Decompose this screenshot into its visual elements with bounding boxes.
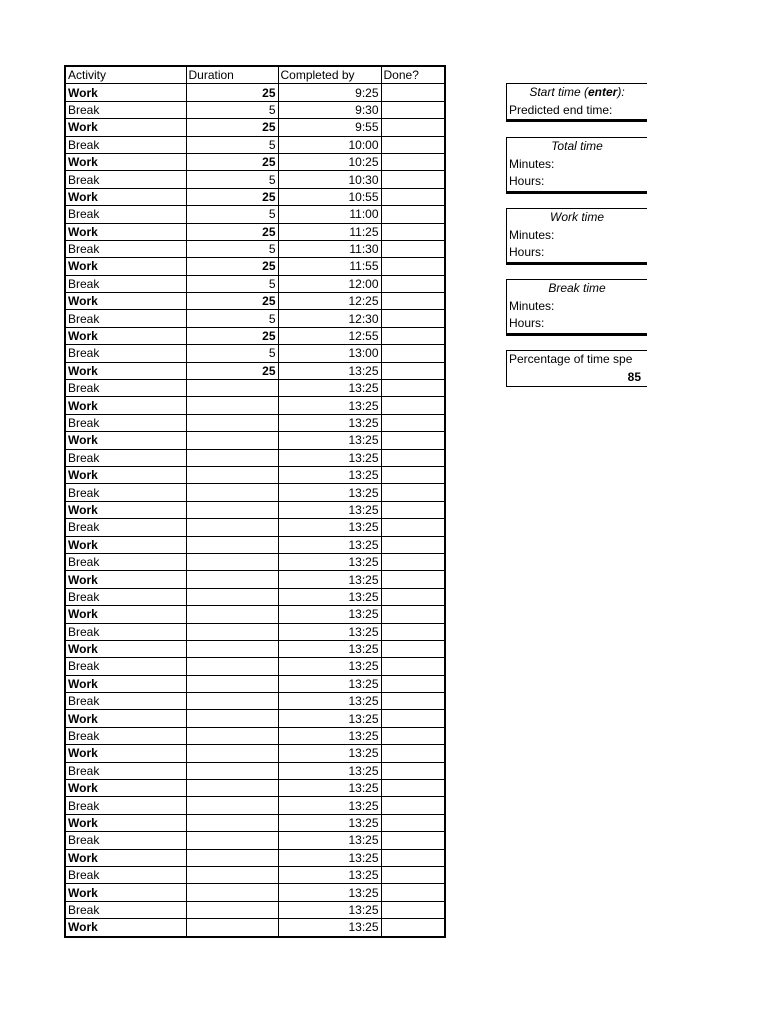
table-row <box>65 780 445 797</box>
completed-by-cell[interactable]: 11:30 <box>278 240 381 257</box>
activity-cell[interactable]: Break <box>65 762 186 779</box>
table-row <box>65 153 445 170</box>
total-time-box <box>506 137 647 194</box>
done-cell[interactable] <box>381 188 445 205</box>
duration-cell[interactable] <box>186 414 278 431</box>
percentage-label: Percentage of time spe <box>509 352 633 366</box>
duration-cell[interactable] <box>186 693 278 710</box>
completed-by-cell[interactable]: 13:25 <box>278 884 381 901</box>
table-row <box>65 675 445 692</box>
activity-cell[interactable]: Break <box>65 901 186 918</box>
done-cell[interactable] <box>381 153 445 170</box>
duration-cell[interactable] <box>186 623 278 640</box>
table-row <box>65 745 445 762</box>
done-cell[interactable] <box>381 345 445 362</box>
activity-cell[interactable]: Work <box>65 223 186 240</box>
done-cell[interactable] <box>381 884 445 901</box>
done-cell[interactable] <box>381 414 445 431</box>
activity-cell[interactable]: Work <box>65 397 186 414</box>
completed-by-cell[interactable]: 13:25 <box>278 432 381 449</box>
table-row <box>65 101 445 118</box>
duration-cell[interactable] <box>186 380 278 397</box>
done-cell[interactable] <box>381 536 445 553</box>
duration-cell[interactable] <box>186 780 278 797</box>
completed-by-cell[interactable]: 13:25 <box>278 380 381 397</box>
completed-by-cell[interactable]: 13:25 <box>278 762 381 779</box>
done-cell[interactable] <box>381 84 445 101</box>
duration-cell[interactable] <box>186 466 278 483</box>
activity-cell[interactable]: Work <box>65 501 186 518</box>
duration-cell[interactable] <box>186 762 278 779</box>
break-time-box <box>506 279 647 336</box>
duration-cell[interactable] <box>186 640 278 657</box>
header-activity[interactable]: Activity <box>65 66 186 84</box>
done-cell[interactable] <box>381 849 445 866</box>
done-cell[interactable] <box>381 119 445 136</box>
table-row <box>65 136 445 153</box>
activity-cell[interactable]: Break <box>65 449 186 466</box>
duration-cell[interactable] <box>186 797 278 814</box>
table-row <box>65 814 445 831</box>
activity-cell[interactable]: Break <box>65 727 186 744</box>
break-time-title: Break time <box>548 281 606 295</box>
done-cell[interactable] <box>381 919 445 937</box>
duration-cell[interactable] <box>186 588 278 605</box>
activity-cell[interactable]: Work <box>65 258 186 275</box>
break-hours-label: Hours: <box>509 316 545 331</box>
completed-by-cell[interactable]: 13:00 <box>278 345 381 362</box>
duration-cell[interactable] <box>186 658 278 675</box>
duration-cell[interactable] <box>186 432 278 449</box>
done-cell[interactable] <box>381 710 445 727</box>
table-row <box>65 310 445 327</box>
duration-cell[interactable]: 25 <box>186 327 278 344</box>
completed-by-cell[interactable]: 13:25 <box>278 588 381 605</box>
duration-cell[interactable] <box>186 571 278 588</box>
table-row <box>65 693 445 710</box>
table-row <box>65 293 445 310</box>
duration-cell[interactable]: 25 <box>186 153 278 170</box>
done-cell[interactable] <box>381 519 445 536</box>
done-cell[interactable] <box>381 623 445 640</box>
table-row <box>65 362 445 379</box>
done-cell[interactable] <box>381 275 445 292</box>
done-cell[interactable] <box>381 223 445 240</box>
done-cell[interactable] <box>381 901 445 918</box>
activity-cell[interactable]: Work <box>65 327 186 344</box>
duration-cell[interactable] <box>186 710 278 727</box>
activity-cell[interactable]: Work <box>65 606 186 623</box>
activity-cell[interactable]: Break <box>65 380 186 397</box>
completed-by-cell[interactable]: 13:25 <box>278 553 381 570</box>
activity-cell[interactable]: Work <box>65 188 186 205</box>
completed-by-cell[interactable]: 13:25 <box>278 449 381 466</box>
completed-by-cell[interactable]: 13:25 <box>278 710 381 727</box>
done-cell[interactable] <box>381 727 445 744</box>
duration-cell[interactable]: 5 <box>186 206 278 223</box>
table-row <box>65 171 445 188</box>
activity-cell[interactable]: Break <box>65 588 186 605</box>
done-cell[interactable] <box>381 240 445 257</box>
table-row <box>65 832 445 849</box>
activity-cell[interactable]: Break <box>65 345 186 362</box>
duration-cell[interactable] <box>186 536 278 553</box>
completed-by-cell[interactable]: 13:25 <box>278 832 381 849</box>
activity-cell[interactable]: Break <box>65 866 186 883</box>
table-row <box>65 327 445 344</box>
table-row <box>65 710 445 727</box>
done-cell[interactable] <box>381 466 445 483</box>
table-row <box>65 727 445 744</box>
completed-by-cell[interactable]: 13:25 <box>278 814 381 831</box>
activity-cell[interactable]: Work <box>65 780 186 797</box>
total-hours-label: Hours: <box>509 174 545 189</box>
table-row <box>65 623 445 640</box>
table-row <box>65 658 445 675</box>
start-time-box <box>506 83 647 122</box>
done-cell[interactable] <box>381 136 445 153</box>
table-row <box>65 345 445 362</box>
percentage-value: 85 <box>627 369 641 384</box>
table-row <box>65 762 445 779</box>
done-cell[interactable] <box>381 258 445 275</box>
activity-cell[interactable]: Work <box>65 640 186 657</box>
completed-by-cell[interactable]: 13:25 <box>278 536 381 553</box>
duration-cell[interactable]: 25 <box>186 362 278 379</box>
done-cell[interactable] <box>381 606 445 623</box>
completed-by-cell[interactable]: 13:25 <box>278 571 381 588</box>
activity-cell[interactable]: Work <box>65 849 186 866</box>
done-cell[interactable] <box>381 588 445 605</box>
activity-cell[interactable]: Work <box>65 571 186 588</box>
total-minutes-label: Minutes: <box>509 156 555 171</box>
activity-cell[interactable]: Work <box>65 710 186 727</box>
duration-cell[interactable] <box>186 397 278 414</box>
done-cell[interactable] <box>381 397 445 414</box>
table-row <box>65 640 445 657</box>
completed-by-cell[interactable]: 9:55 <box>278 119 381 136</box>
completed-by-cell[interactable]: 13:25 <box>278 727 381 744</box>
completed-by-cell[interactable]: 13:25 <box>278 501 381 518</box>
activity-cell[interactable]: Break <box>65 519 186 536</box>
done-cell[interactable] <box>381 866 445 883</box>
done-cell[interactable] <box>381 362 445 379</box>
percentage-box <box>506 350 647 387</box>
completed-by-cell[interactable]: 13:25 <box>278 658 381 675</box>
completed-by-cell[interactable]: 11:55 <box>278 258 381 275</box>
duration-cell[interactable]: 5 <box>186 171 278 188</box>
duration-cell[interactable]: 25 <box>186 119 278 136</box>
completed-by-cell[interactable]: 13:25 <box>278 414 381 431</box>
activity-cell[interactable]: Work <box>65 536 186 553</box>
activity-cell[interactable]: Break <box>65 623 186 640</box>
start-time-label: Start time (enter): <box>529 85 625 99</box>
activity-cell[interactable]: Break <box>65 484 186 501</box>
table-row <box>65 536 445 553</box>
completed-by-cell[interactable]: 10:00 <box>278 136 381 153</box>
completed-by-cell[interactable]: 11:00 <box>278 206 381 223</box>
duration-cell[interactable]: 5 <box>186 101 278 118</box>
duration-cell[interactable] <box>186 501 278 518</box>
activity-cell[interactable]: Work <box>65 745 186 762</box>
completed-by-cell[interactable]: 13:25 <box>278 745 381 762</box>
done-cell[interactable] <box>381 449 445 466</box>
duration-cell[interactable]: 25 <box>186 293 278 310</box>
activity-cell[interactable]: Work <box>65 919 186 937</box>
done-cell[interactable] <box>381 571 445 588</box>
done-cell[interactable] <box>381 797 445 814</box>
duration-cell[interactable]: 25 <box>186 223 278 240</box>
done-cell[interactable] <box>381 501 445 518</box>
done-cell[interactable] <box>381 293 445 310</box>
activity-cell[interactable]: Break <box>65 832 186 849</box>
table-row <box>65 519 445 536</box>
table-row <box>65 606 445 623</box>
completed-by-cell[interactable]: 10:25 <box>278 153 381 170</box>
completed-by-cell[interactable]: 13:25 <box>278 623 381 640</box>
activity-cell[interactable]: Break <box>65 414 186 431</box>
done-cell[interactable] <box>381 101 445 118</box>
duration-cell[interactable] <box>186 884 278 901</box>
activity-cell[interactable]: Work <box>65 293 186 310</box>
completed-by-cell[interactable]: 13:25 <box>278 519 381 536</box>
completed-by-cell[interactable]: 12:25 <box>278 293 381 310</box>
duration-cell[interactable] <box>186 919 278 937</box>
duration-cell[interactable]: 25 <box>186 84 278 101</box>
table-row <box>65 380 445 397</box>
activity-cell[interactable]: Break <box>65 206 186 223</box>
predicted-end-label: Predicted end time: <box>509 102 613 117</box>
activity-cell[interactable]: Work <box>65 466 186 483</box>
table-row <box>65 849 445 866</box>
completed-by-cell[interactable]: 13:25 <box>278 849 381 866</box>
table-row <box>65 119 445 136</box>
done-cell[interactable] <box>381 832 445 849</box>
table-row <box>65 884 445 901</box>
table-row <box>65 223 445 240</box>
activity-cell[interactable]: Break <box>65 693 186 710</box>
completed-by-cell[interactable]: 13:25 <box>278 866 381 883</box>
done-cell[interactable] <box>381 640 445 657</box>
table-row <box>65 571 445 588</box>
activity-cell[interactable]: Break <box>65 658 186 675</box>
table-row <box>65 901 445 918</box>
activity-cell[interactable]: Break <box>65 240 186 257</box>
activity-cell[interactable]: Work <box>65 153 186 170</box>
completed-by-cell[interactable]: 13:25 <box>278 919 381 937</box>
duration-cell[interactable] <box>186 814 278 831</box>
table-row <box>65 84 445 101</box>
duration-cell[interactable] <box>186 849 278 866</box>
activity-cell[interactable]: Work <box>65 675 186 692</box>
table-row <box>65 188 445 205</box>
header-completed-by[interactable]: Completed by <box>278 66 381 84</box>
table-row <box>65 206 445 223</box>
duration-cell[interactable] <box>186 519 278 536</box>
completed-by-cell[interactable]: 13:25 <box>278 640 381 657</box>
work-time-title: Work time <box>550 210 604 224</box>
activity-cell[interactable]: Work <box>65 119 186 136</box>
done-cell[interactable] <box>381 693 445 710</box>
done-cell[interactable] <box>381 745 445 762</box>
table-row <box>65 466 445 483</box>
completed-by-cell[interactable]: 13:25 <box>278 484 381 501</box>
duration-cell[interactable] <box>186 675 278 692</box>
activity-cell[interactable]: Work <box>65 432 186 449</box>
activity-cell[interactable]: Break <box>65 136 186 153</box>
table-row <box>65 919 445 937</box>
work-minutes-label: Minutes: <box>509 227 555 242</box>
duration-cell[interactable] <box>186 745 278 762</box>
duration-cell[interactable] <box>186 727 278 744</box>
done-cell[interactable] <box>381 762 445 779</box>
header-duration[interactable]: Duration <box>186 66 278 84</box>
completed-by-cell[interactable]: 12:55 <box>278 327 381 344</box>
completed-by-cell[interactable]: 13:25 <box>278 466 381 483</box>
completed-by-cell[interactable]: 9:30 <box>278 101 381 118</box>
completed-by-cell[interactable]: 10:30 <box>278 171 381 188</box>
table-row <box>65 432 445 449</box>
completed-by-cell[interactable]: 10:55 <box>278 188 381 205</box>
done-cell[interactable] <box>381 432 445 449</box>
duration-cell[interactable]: 5 <box>186 310 278 327</box>
header-row <box>65 66 445 84</box>
duration-cell[interactable] <box>186 901 278 918</box>
duration-cell[interactable]: 5 <box>186 275 278 292</box>
done-cell[interactable] <box>381 658 445 675</box>
table-row <box>65 553 445 570</box>
done-cell[interactable] <box>381 675 445 692</box>
table-row <box>65 449 445 466</box>
duration-cell[interactable]: 5 <box>186 136 278 153</box>
activity-cell[interactable]: Break <box>65 553 186 570</box>
activity-cell[interactable]: Break <box>65 275 186 292</box>
done-cell[interactable] <box>381 171 445 188</box>
duration-cell[interactable] <box>186 832 278 849</box>
activity-cell[interactable]: Break <box>65 310 186 327</box>
done-cell[interactable] <box>381 380 445 397</box>
table-row <box>65 501 445 518</box>
done-cell[interactable] <box>381 310 445 327</box>
work-hours-label: Hours: <box>509 245 545 260</box>
table-row <box>65 414 445 431</box>
duration-cell[interactable]: 5 <box>186 240 278 257</box>
completed-by-cell[interactable]: 13:25 <box>278 675 381 692</box>
completed-by-cell[interactable]: 13:25 <box>278 780 381 797</box>
duration-cell[interactable] <box>186 866 278 883</box>
done-cell[interactable] <box>381 553 445 570</box>
done-cell[interactable] <box>381 780 445 797</box>
completed-by-cell[interactable]: 13:25 <box>278 397 381 414</box>
activity-cell[interactable]: Break <box>65 101 186 118</box>
duration-cell[interactable]: 5 <box>186 345 278 362</box>
completed-by-cell[interactable]: 12:00 <box>278 275 381 292</box>
done-cell[interactable] <box>381 327 445 344</box>
table-row <box>65 397 445 414</box>
schedule-table <box>64 65 446 938</box>
completed-by-cell[interactable]: 13:25 <box>278 606 381 623</box>
duration-cell[interactable] <box>186 484 278 501</box>
table-row <box>65 866 445 883</box>
duration-cell[interactable] <box>186 553 278 570</box>
header-done[interactable]: Done? <box>381 66 445 84</box>
total-time-title: Total time <box>551 139 603 153</box>
activity-cell[interactable]: Work <box>65 884 186 901</box>
duration-cell[interactable]: 25 <box>186 258 278 275</box>
completed-by-cell[interactable]: 11:25 <box>278 223 381 240</box>
activity-cell[interactable]: Break <box>65 797 186 814</box>
table-row <box>65 484 445 501</box>
completed-by-cell[interactable]: 13:25 <box>278 901 381 918</box>
table-row <box>65 588 445 605</box>
table-row <box>65 240 445 257</box>
table-row <box>65 258 445 275</box>
work-time-box <box>506 208 647 265</box>
duration-cell[interactable] <box>186 449 278 466</box>
done-cell[interactable] <box>381 484 445 501</box>
completed-by-cell[interactable]: 9:25 <box>278 84 381 101</box>
activity-cell[interactable]: Break <box>65 171 186 188</box>
table-row <box>65 275 445 292</box>
completed-by-cell[interactable]: 12:30 <box>278 310 381 327</box>
done-cell[interactable] <box>381 206 445 223</box>
break-minutes-label: Minutes: <box>509 298 555 313</box>
duration-cell[interactable]: 25 <box>186 188 278 205</box>
activity-cell[interactable]: Work <box>65 362 186 379</box>
completed-by-cell[interactable]: 13:25 <box>278 797 381 814</box>
table-row <box>65 797 445 814</box>
duration-cell[interactable] <box>186 606 278 623</box>
activity-cell[interactable]: Work <box>65 84 186 101</box>
done-cell[interactable] <box>381 814 445 831</box>
completed-by-cell[interactable]: 13:25 <box>278 693 381 710</box>
activity-cell[interactable]: Work <box>65 814 186 831</box>
completed-by-cell[interactable]: 13:25 <box>278 362 381 379</box>
